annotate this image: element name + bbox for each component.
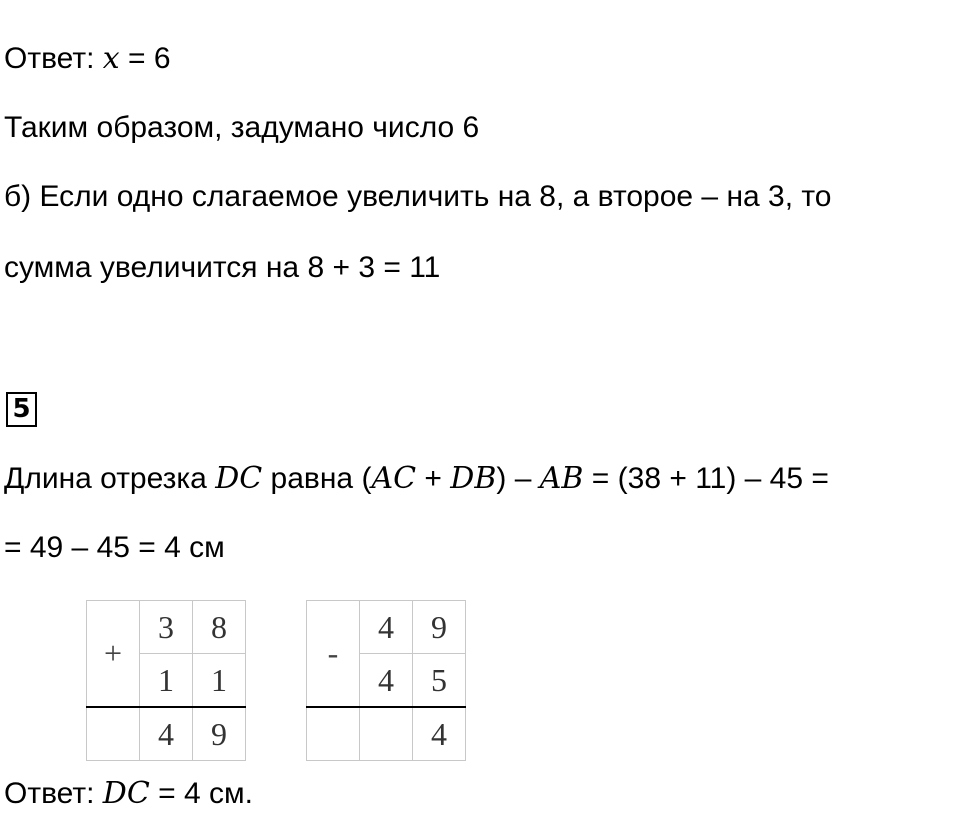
segment-line-1	[4, 461, 829, 497]
variable-x: x	[102, 41, 120, 76]
minus-operator: -	[307, 601, 360, 708]
sub-result-cell: 4	[413, 707, 466, 761]
answer-label: Ответ:	[4, 42, 103, 75]
part-b-line-2: сумма увеличится на 8 + 3 = 11	[4, 251, 441, 284]
conclusion-line: Таким образом, задумано число 6	[4, 111, 480, 144]
add-cell: 1	[140, 654, 193, 708]
answer-value: = 6	[119, 42, 171, 75]
sub-cell: 4	[360, 654, 413, 708]
sub-cell: 5	[413, 654, 466, 708]
subtraction-column	[306, 600, 466, 761]
sub-cell: 9	[413, 601, 466, 654]
sub-cell: 4	[360, 601, 413, 654]
addition-column	[86, 600, 246, 761]
segment-close: ) –	[496, 462, 540, 495]
var-db: DB	[450, 461, 497, 496]
part-b-line-1: б) Если одно слагаемое увеличить на 8, а второе – на 3, то	[4, 180, 832, 213]
var-ab: AB	[539, 461, 584, 496]
add-result-cell	[87, 707, 140, 761]
add-cell: 3	[140, 601, 193, 654]
var-dc: DC	[215, 461, 263, 496]
task-number-box: 5	[6, 392, 37, 427]
segment-prefix: Длина отрезка	[4, 462, 216, 495]
add-cell: 1	[193, 654, 246, 708]
sub-result-cell	[307, 707, 360, 761]
segment-line-2: = 49 – 45 = 4 см	[4, 531, 225, 564]
add-result-cell: 9	[193, 707, 246, 761]
final-answer-value: = 4 см.	[149, 777, 253, 810]
var-ac: AC	[371, 461, 417, 496]
answer-line-1	[4, 41, 171, 77]
segment-tail: = (38 + 11) – 45 =	[583, 462, 829, 495]
add-cell: 8	[193, 601, 246, 654]
segment-equals: равна (	[262, 462, 372, 495]
plus-operator: +	[87, 601, 140, 708]
final-answer-label: Ответ:	[4, 777, 103, 810]
final-var-dc: DC	[102, 776, 150, 811]
add-result-cell: 4	[140, 707, 193, 761]
sub-result-cell	[360, 707, 413, 761]
segment-plus: +	[416, 462, 451, 495]
final-answer-line	[4, 776, 253, 812]
